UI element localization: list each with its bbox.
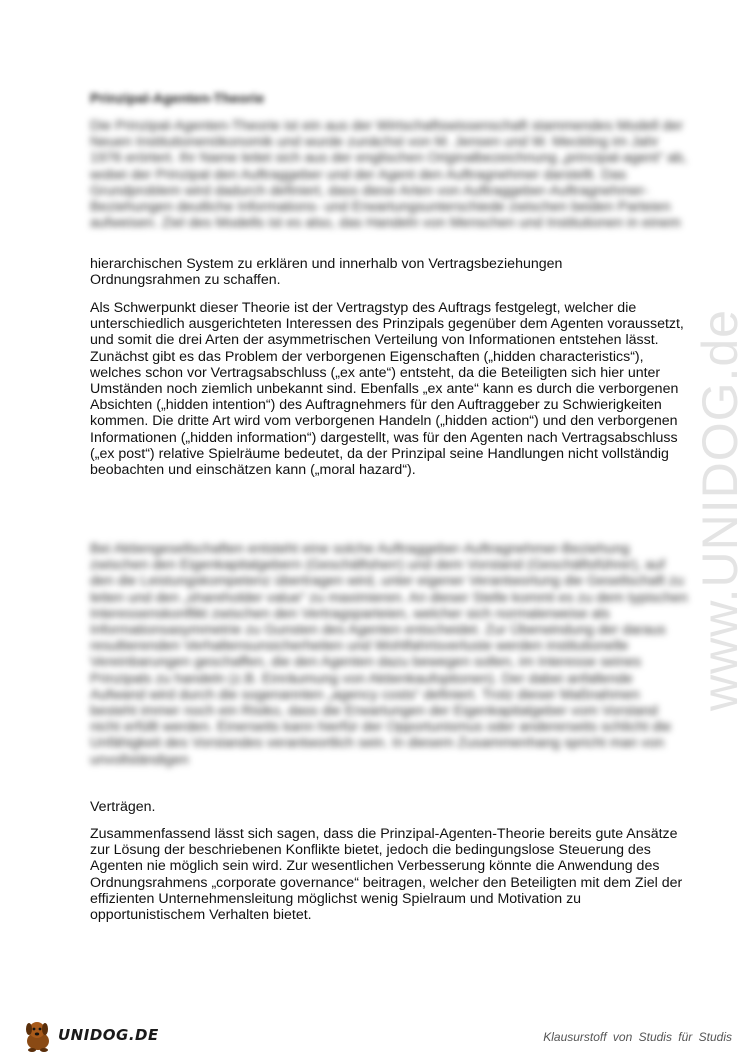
paragraph-3-blurred: Bei Aktiengesellschaften entsteht eine solche Auftraggeber-Auftragnehmer-Beziehung zwischen den Eigenkapitalgebern (Geschäftsherr) und dem Vorstand (Geschäftsführer), auf den die Leistungskompetenz übertragen wird, unter eigener Verantwortung die Gesellschaft zu leiten und den „shareholder value“ zu maximieren. An dieser Stelle kommt es zu dem typischen Interessenskonflikt zwischen den Vertragsparteien, welcher sich normalerweise als Informationsasymmetrie zu Gunsten des Agenten entscheidet. Zur Überwindung der daraus resultierenden Verhaltensunsicherheiten und Wohlfahrtsverluste werden institutionelle Vereinbarungen geschaffen, die den Agenten dazu bewegen sollen, im Interesse seines Prinzipals zu handeln (z.B. Einräumung von Aktienkaufoptionen). Der dabei anfallende Aufwand wird durch die sogenannten „agency costs“ definiert. Trotz dieser Maßnahmen besteht immer noch ein Risiko, dass die Erwartungen der Eigenkapitalgeber vom Vorstand nicht erfüllt werden. Einerseits kann hierfür der Opportunismus oder andererseits schlicht die Unfähigkeit des Vorstandes verantwortlich sein. In diesem Zusammenhang spricht man von unvollständigen <box>90 541 688 768</box>
paragraph-1-tail-line-2: Ordnungsrahmen zu schaffen. <box>90 272 281 289</box>
paragraph-1-tail-line-1: hierarchischen System zu erklären und innerhalb von Vertragsbeziehungen <box>90 256 563 272</box>
watermark <box>690 280 750 740</box>
watermark-text: www.UNIDOG.de <box>692 309 748 711</box>
logo-text: UNIDOG.DE <box>58 1026 159 1044</box>
paragraph-3-tail: Verträgen. <box>90 799 156 815</box>
footer-slogan: Klausurstoff von Studis für Studis <box>543 1030 732 1044</box>
paragraph-4: Zusammenfassend lässt sich sagen, dass die Prinzipal-Agenten-Theorie bereits gute Ansätze zur Lösung der beschriebenen Konflikte bietet, jedoch die bedingungslose Steuerung des Agenten nie möglich sein wird. Zur wesentlichen Verbesserung könnte die Anwendung des Ordnungsrahmens „corporate governance“ beitragen, welcher den Beteiligten mit dem Ziel der effizienten Unternehmensleitung möglichst wenig Spielraum und Motivation zu opportunistischem Verhalten bietet. <box>90 826 683 924</box>
paragraph-1-blurred: Die Prinzipal-Agenten-Theorie ist ein aus der Wirtschaftswissenschaft stammendes Modell der Neuen Institutionenökonomik und wurde zunächst von M. Jensen und W. Meckling im Jahr 1976 erörtert. Ihr Name leitet sich aus der englischen Originalbezeichnung „principal-agent“ ab, wobei der Prinzipal den Auftraggeber und der Agent den Auftragnehmer darstellt. Das Grundproblem wird dadurch definiert, dass diese Arten von Auftraggeber-Auftragnehmer-Beziehungen deutliche Informations- und Erwartungsunterschiede zwischen beiden Parteien aufweisen. Ziel des Modells ist es also, das Handeln von Menschen und Institutionen in einem <box>90 118 687 232</box>
paragraph-2: Als Schwerpunkt dieser Theorie ist der Vertragstyp des Auftrags festgelegt, welcher die unterschiedlich ausgerichteten Interessen des Prinzipals gegenüber dem Agenten voraussetzt, und somit die drei Arten der asymmetrischen Verteilung von Informationen entstehen lässt. Zunächst gibt es das Problem der verborgenen Eigenschaften („hidden characteristics“), welches schon vor Vertragsabschluss („ex ante“) entsteht, da die Beteiligten sich hier unter Umständen noch ziemlich unbekannt sind. Ebenfalls „ex ante“ kann es durch die verborgenen Absichten („hidden intention“) des Auftragnehmers für den Auftraggeber zu Schwierigkeiten kommen. Die dritte Art wird vom verborgenen Handeln („hidden action“) und den verborgenen Informationen („hidden information“) dargestellt, was für den Agenten nach Vertragsabschluss („ex post“) relative Spielräume bedeutet, da der Prinzipal seine Handlungen nicht vollständig beobachten und einschätzen kann („moral hazard“). <box>90 300 684 479</box>
dog-mascot-icon <box>20 1017 56 1053</box>
paragraph-1-tail <box>90 256 690 288</box>
document-heading: Prinzipal-Agenten-Theorie <box>90 90 265 106</box>
unidog-logo[interactable] <box>20 1017 160 1053</box>
